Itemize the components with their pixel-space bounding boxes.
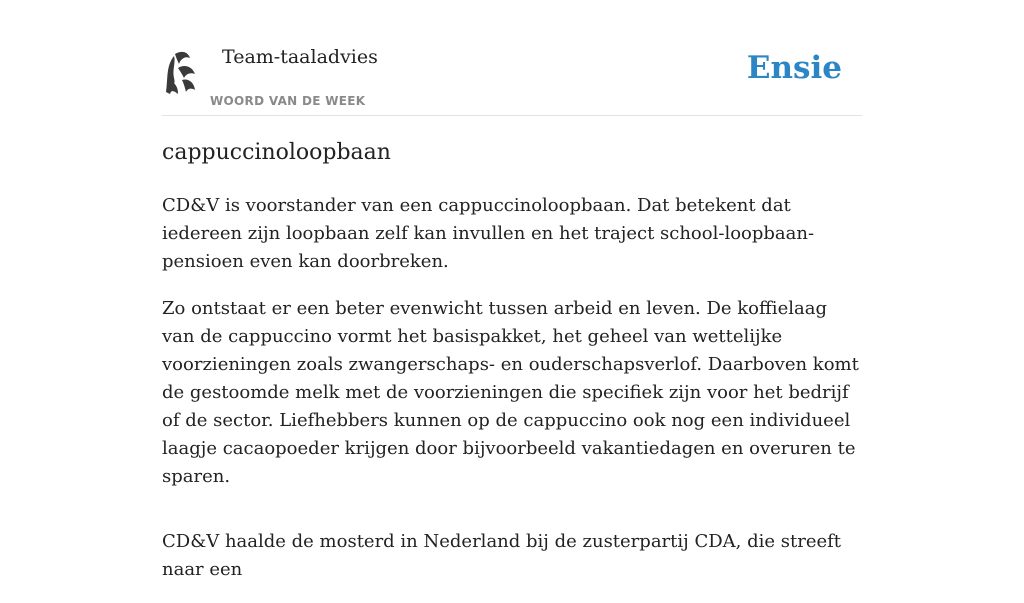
- paragraph: CD&V haalde de mosterd in Nederland bij de zusterpartij CDA, die streeft naar een: [162, 531, 842, 580]
- entry-body: [162, 192, 862, 603]
- content-container: [162, 0, 862, 580]
- section-label: WOORD VAN DE WEEK: [210, 94, 366, 108]
- header: [162, 0, 862, 116]
- taalunie-lion-logo-icon: [162, 48, 198, 96]
- paragraph: CD&V is voorstander van een cappuccinoloopbaan. Dat betekent dat iedereen zijn loopbaan zelf kan invullen en het traject school-loopbaan-pensioen even kan doorbreken.: [162, 195, 815, 272]
- brand-logo[interactable]: Ensie: [746, 50, 842, 86]
- author-name[interactable]: Team-taaladvies: [222, 46, 378, 68]
- paragraph: Zo ontstaat er een beter evenwicht tussen arbeid en leven. De koffielaag van de cappuccino vormt het basispakket, het geheel van wettelijke voorzieningen zoals zwangerschaps- en ouderschapsverlof. Daarboven komt de gestoomde melk met de voorzieningen die specifiek zijn voor het bedrijf of de sector. Liefhebbers kunnen op de cappuccino ook nog een individueel laagje cacaopoeder krijgen door bijvoorbeeld vakantiedagen en overuren te sparen.: [162, 298, 859, 487]
- entry-title: cappuccinoloopbaan: [162, 140, 391, 165]
